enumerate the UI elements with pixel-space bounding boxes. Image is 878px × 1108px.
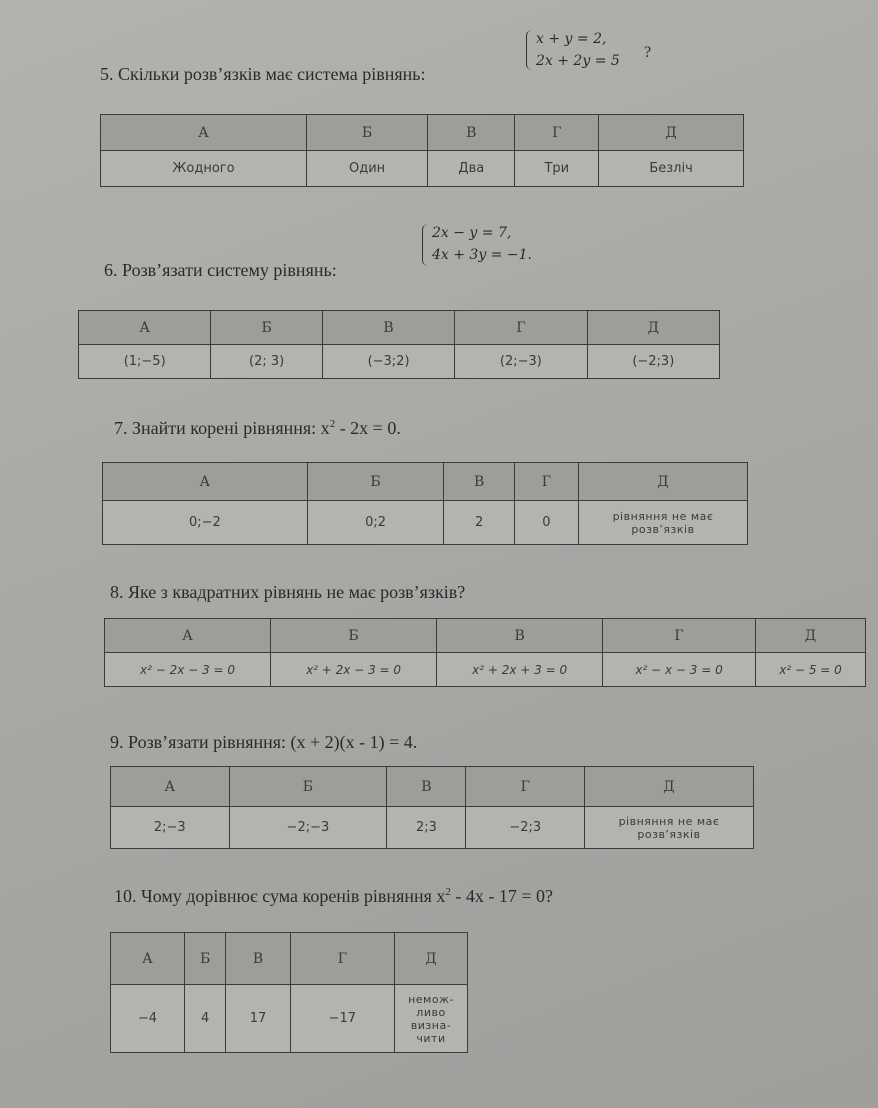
question-8-text: 8. Яке з квадратних рівнянь не має розв’язків? bbox=[110, 582, 466, 602]
q7-answer-v: 2 bbox=[444, 501, 514, 545]
q6-answer-a: (1;−5) bbox=[79, 345, 211, 379]
q5-header-d: Д bbox=[599, 115, 744, 151]
q8-answer-v: x² + 2x + 3 = 0 bbox=[437, 653, 603, 687]
q7-text-post: - 2x = 0. bbox=[335, 418, 401, 438]
q9-answer-v: 2;3 bbox=[387, 807, 466, 849]
question-5-system bbox=[526, 28, 620, 72]
q10-exponent: 2 bbox=[445, 886, 451, 898]
q5-answer-b: Один bbox=[306, 151, 427, 187]
q10-answer-d: немож-ливо визна-чити bbox=[395, 985, 468, 1053]
q6-equation-2: 4x + 3y = −1. bbox=[432, 247, 532, 263]
q9-header-g: Г bbox=[466, 767, 585, 807]
q8-header-b: Б bbox=[271, 619, 437, 653]
q5-equation-1: x + y = 2, bbox=[536, 31, 607, 47]
q8-header-d: Д bbox=[756, 619, 866, 653]
q5-equation-2: 2x + 2y = 5 bbox=[536, 53, 620, 69]
q9-header-a: А bbox=[111, 767, 230, 807]
q8-answer-b: x² + 2x − 3 = 0 bbox=[271, 653, 437, 687]
q9-answer-b: −2;−3 bbox=[229, 807, 387, 849]
q9-header-d: Д bbox=[585, 767, 754, 807]
q8-answer-d: x² − 5 = 0 bbox=[756, 653, 866, 687]
q6-answer-b: (2; 3) bbox=[211, 345, 323, 379]
q10-answer-g: −17 bbox=[290, 985, 394, 1053]
question-5-text: 5. Скільки розв’язків має система рівнянь: bbox=[100, 64, 426, 84]
q6-header-b: Б bbox=[211, 311, 323, 345]
q7-header-b: Б bbox=[307, 463, 444, 501]
q7-answer-a: 0;−2 bbox=[103, 501, 308, 545]
q6-header-g: Г bbox=[455, 311, 587, 345]
q10-header-d: Д bbox=[395, 933, 468, 985]
question-10-text bbox=[114, 886, 553, 907]
q8-header-a: А bbox=[105, 619, 271, 653]
q6-header-a: А bbox=[79, 311, 211, 345]
q5-answer-v: Два bbox=[428, 151, 515, 187]
q9-header-v: В bbox=[387, 767, 466, 807]
q6-answer-d: (−2;3) bbox=[587, 345, 719, 379]
q10-text-pre: 10. Чому дорівнює сума коренів рівняння x bbox=[114, 886, 446, 906]
q7-header-g: Г bbox=[514, 463, 578, 501]
q5-header-a: А bbox=[101, 115, 307, 151]
q10-answer-b: 4 bbox=[184, 985, 225, 1053]
q5-header-b: Б bbox=[306, 115, 427, 151]
q10-answer-table bbox=[110, 932, 468, 1053]
q7-header-d: Д bbox=[579, 463, 748, 501]
q9-answer-table bbox=[110, 766, 754, 849]
q10-answer-v: 17 bbox=[226, 985, 290, 1053]
q5-answer-a: Жодного bbox=[101, 151, 307, 187]
question-9-text: 9. Розв’язати рівняння: (x + 2)(x - 1) = 4. bbox=[110, 732, 418, 752]
q6-header-d: Д bbox=[587, 311, 719, 345]
q10-header-b: Б bbox=[184, 933, 225, 985]
q8-answer-table bbox=[104, 618, 866, 687]
q7-header-a: А bbox=[103, 463, 308, 501]
q9-header-b: Б bbox=[229, 767, 387, 807]
q5-answer-d: Безліч bbox=[599, 151, 744, 187]
q10-header-g: Г bbox=[290, 933, 394, 985]
q8-answer-g: x² − x − 3 = 0 bbox=[603, 653, 756, 687]
q5-answer-table bbox=[100, 114, 744, 187]
q6-answer-g: (2;−3) bbox=[455, 345, 587, 379]
q8-answer-a: x² − 2x − 3 = 0 bbox=[105, 653, 271, 687]
question-5-qmark: ? bbox=[644, 44, 652, 61]
q5-header-g: Г bbox=[515, 115, 599, 151]
q10-header-v: В bbox=[226, 933, 290, 985]
q10-text-post: - 4x - 17 = 0? bbox=[450, 886, 554, 906]
q7-answer-g: 0 bbox=[514, 501, 578, 545]
q9-answer-g: −2;3 bbox=[466, 807, 585, 849]
q8-header-v: В bbox=[437, 619, 603, 653]
q9-answer-a: 2;−3 bbox=[111, 807, 230, 849]
q7-answer-d: рівняння не має розв’язків bbox=[579, 501, 748, 545]
q10-header-a: А bbox=[111, 933, 185, 985]
q5-answer-g: Три bbox=[515, 151, 599, 187]
q7-text-pre: 7. Знайти корені рівняння: x bbox=[114, 418, 330, 438]
q8-header-g: Г bbox=[603, 619, 756, 653]
question-6-text: 6. Розв’язати систему рівнянь: bbox=[104, 260, 337, 280]
q6-equation-1: 2x − y = 7, bbox=[432, 225, 512, 241]
q6-answer-v: (−3;2) bbox=[322, 345, 454, 379]
q10-answer-a: −4 bbox=[111, 985, 185, 1053]
question-7-text bbox=[114, 418, 401, 439]
q7-header-v: В bbox=[444, 463, 514, 501]
q6-answer-table bbox=[78, 310, 720, 379]
q7-answer-b: 0;2 bbox=[307, 501, 444, 545]
question-6-system bbox=[422, 222, 532, 266]
q7-answer-table bbox=[102, 462, 748, 545]
q7-exponent: 2 bbox=[329, 418, 336, 430]
q9-answer-d: рівняння не має розв’язків bbox=[585, 807, 754, 849]
q6-header-v: В bbox=[322, 311, 454, 345]
q5-header-v: В bbox=[428, 115, 515, 151]
